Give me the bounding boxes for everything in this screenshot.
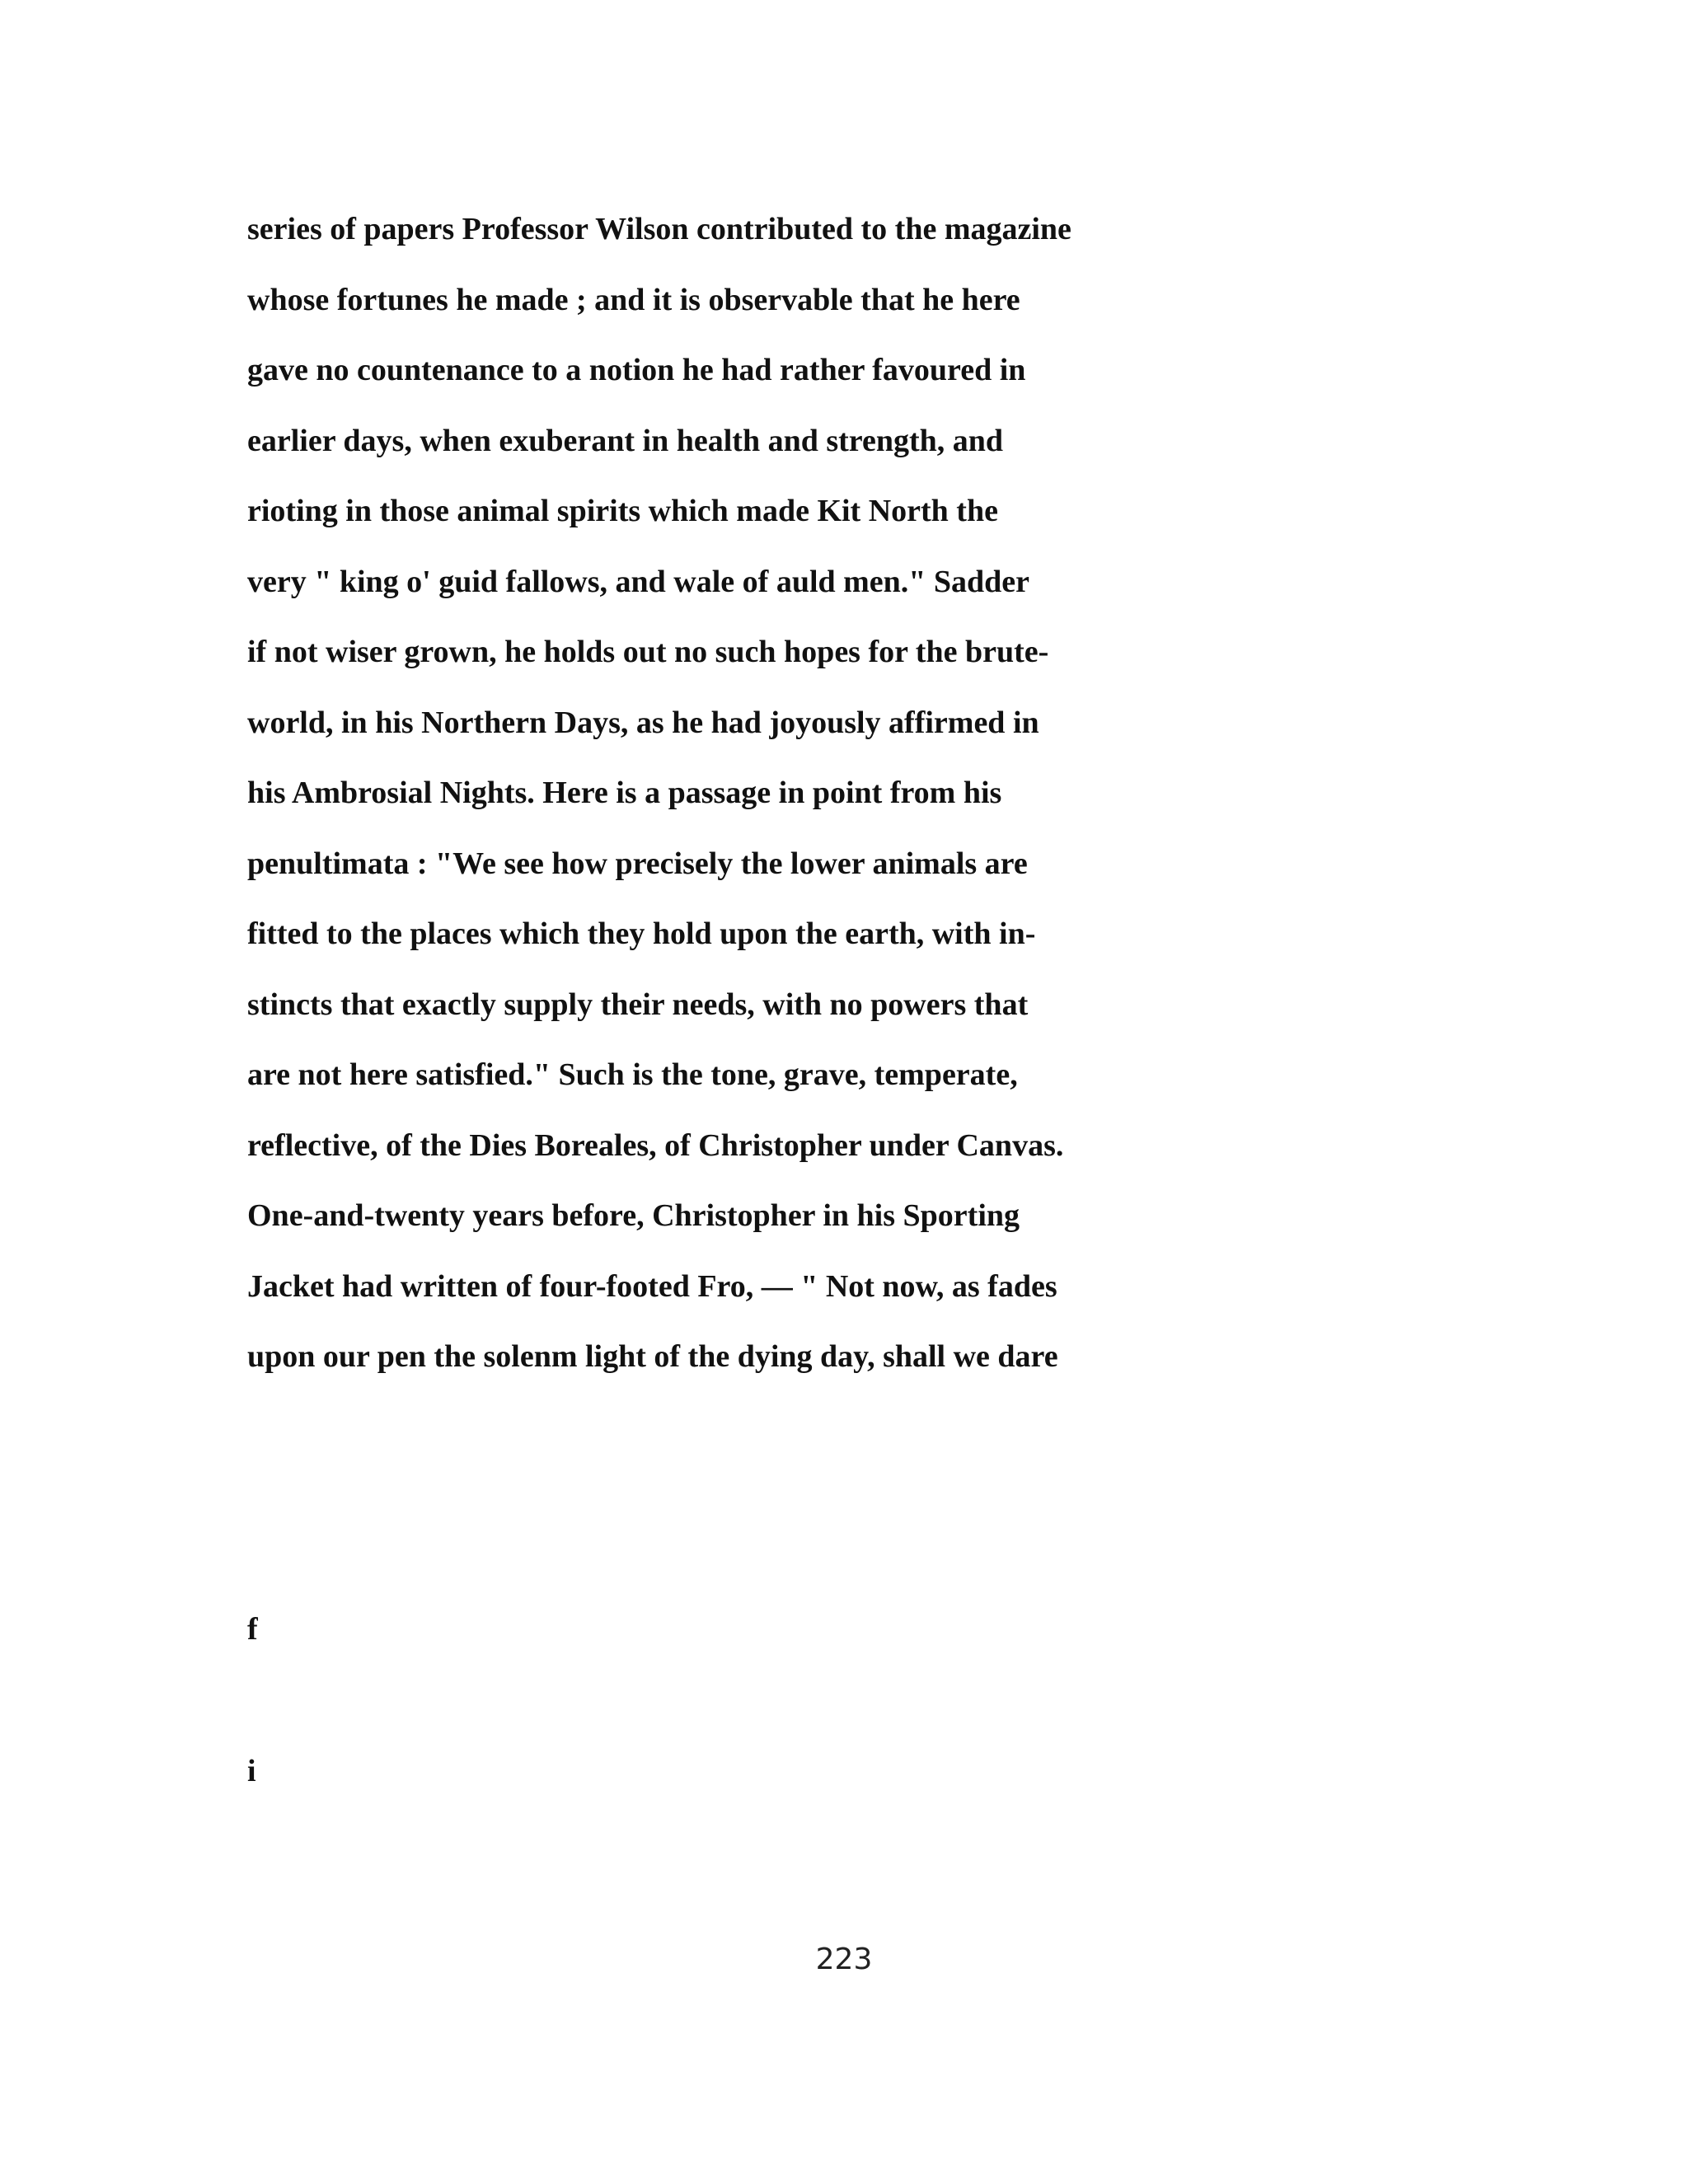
text-line: rioting in those animal spirits which made Kit North the: [247, 494, 998, 528]
page-number: 223: [815, 1943, 873, 1976]
text-line: stincts that exactly supply their needs, with no powers that: [247, 987, 1029, 1022]
text-line: One-and-twenty years before, Christopher in his Sporting: [247, 1198, 1020, 1233]
text-line: upon our pen the solenm light of the dying day, shall we dare: [247, 1339, 1058, 1374]
text-line: series of papers Professor Wilson contributed to the magazine: [247, 212, 1071, 246]
text-line: Jacket had written of four-footed Fro, — " Not now, as fades: [247, 1268, 1057, 1304]
text-line: his Ambrosial Nights. Here is a passage in point from his: [247, 776, 1002, 810]
text-line: fitted to the places which they hold upon the earth, with in-: [247, 916, 1036, 951]
text-line: whose fortunes he made ; and it is observable that he here: [247, 282, 1020, 317]
text-line: earlier days, when exuberant in health and strength, and: [247, 423, 1004, 458]
text-line: are not here satisfied." Such is the tone, grave, temperate,: [247, 1057, 1018, 1092]
text-line: very " king o' guid fallows, and wale of auld men." Sadder: [247, 564, 1030, 599]
text-line: penultimata : "We see how precisely the lower animals are: [247, 846, 1028, 881]
stray-mark-f: f: [247, 1612, 258, 1647]
text-line: if not wiser grown, he holds out no such hopes for the brute-: [247, 635, 1049, 669]
body-text: [247, 194, 1236, 1393]
text-line: world, in his Northern Days, as he had joyously affirmed in: [247, 705, 1039, 740]
stray-mark-i: i: [247, 1754, 256, 1788]
text-line: gave no countenance to a notion he had rather favoured in: [247, 353, 1026, 387]
text-line: reflective, of the Dies Boreales, of Christopher under Canvas.: [247, 1127, 1064, 1163]
